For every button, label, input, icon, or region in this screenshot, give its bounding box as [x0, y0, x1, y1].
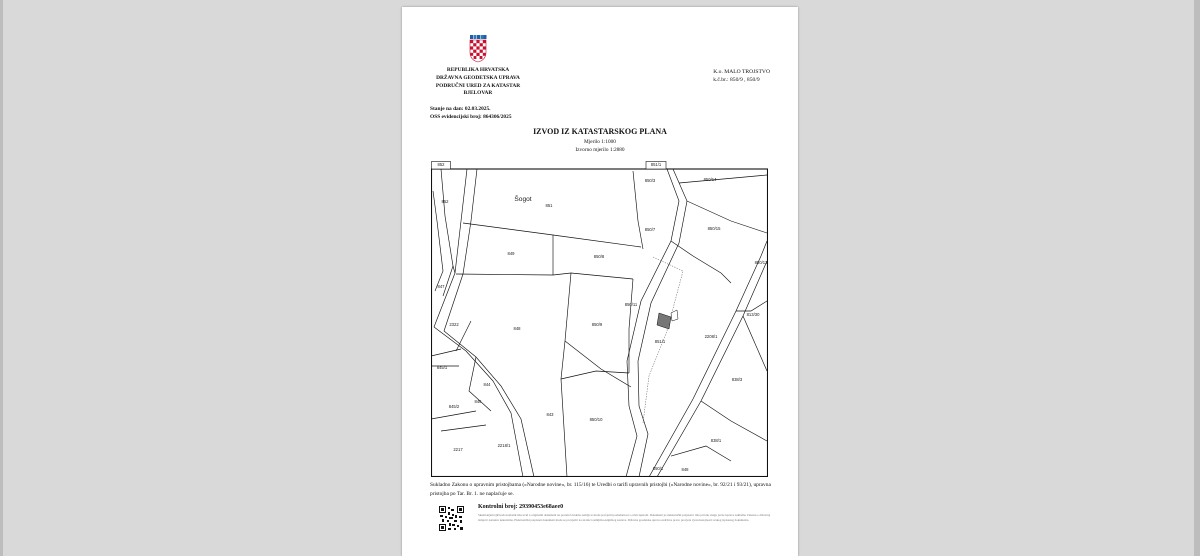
parcel-label: 850/13 [754, 260, 768, 265]
parcel-label: 844 [483, 382, 491, 387]
parcel-label: 2322 [449, 322, 459, 327]
cadastral-municipality: K.o. MALO TROJSTVO [713, 69, 770, 75]
parcel-label: 851/1 [654, 339, 666, 344]
parcel-label: 851 [545, 203, 553, 208]
office-line: BJELOVAR [463, 90, 493, 97]
parcel-label: 2217 [453, 447, 463, 452]
viewer-scrollbar[interactable] [1194, 0, 1200, 556]
parcel-label: 849 [507, 251, 515, 256]
parcel-label: 850/7 [644, 227, 656, 232]
parcel-label: 846 [474, 399, 482, 404]
parcel-label: 850/1 [652, 466, 664, 471]
control-number: Kontrolni broj: 29390453e68aee0 [478, 504, 564, 510]
parcel-label: 852 [441, 199, 449, 204]
parcel-label: 848 [513, 326, 521, 331]
parcel-label: 813/30 [746, 312, 760, 317]
parcel-label: 838/1 [710, 438, 722, 443]
parcel-label: 850/10 [589, 417, 603, 422]
parcel-label: 850/15 [707, 226, 721, 231]
status-block [430, 105, 512, 121]
croatian-coat-of-arms-icon [469, 35, 487, 63]
map-scale: Mjerilo 1:1000 [584, 139, 616, 145]
legal-notice: Sukladno Zakonu o upravnim pristojbama (»Narodne novine«, br. 115/16) te Uredbi o tarifi upravnih pristojbi (»Narodne novine«, br. 92/21 i 93/21), upravna pristojba po Tar. Br. 1. ne naplaćuje se. [430, 482, 771, 497]
issuing-office [419, 67, 537, 98]
cadastral-map [431, 161, 768, 477]
parcel-label: 843 [546, 412, 554, 417]
viewer-left-border [0, 0, 3, 556]
place-name-label: Šogot [514, 196, 532, 203]
qr-code-icon[interactable] [439, 506, 464, 531]
parcel-numbers: k.č.br.: 850/9 , 850/9 [713, 77, 760, 83]
document-title: IZVOD IZ KATASTARSKOG PLANA [533, 127, 667, 136]
parcel-label: 847 [437, 284, 445, 289]
office-line: PODRUČNI URED ZA KATASTAR [435, 82, 521, 89]
original-scale: Izvorno mjerilo 1:2880 [575, 146, 625, 153]
scale-block [402, 139, 798, 154]
parcel-label: 850/14 [703, 177, 717, 182]
parcel-label: 850/3 [644, 178, 656, 183]
parcel-label: 850/9 [591, 322, 603, 327]
document-page [402, 7, 798, 556]
status-date: Stanje na dan: 02.03.2025. [430, 106, 491, 112]
parcel-label: 838/3 [731, 377, 743, 382]
parcel-label: 852 [437, 162, 445, 167]
office-line: REPUBLIKA HRVATSKA [446, 67, 510, 73]
parcel-label: 2218/1 [497, 443, 511, 448]
office-line: DRŽAVNA GEODETSKA UPRAVA [436, 74, 520, 81]
parcel-label: 845/2 [448, 404, 460, 409]
parcel-label: 848 [681, 467, 689, 472]
parcel-label: 845/1 [436, 365, 448, 370]
parcel-label: 2208/1 [704, 334, 718, 339]
parcel-label: 850/11 [624, 302, 638, 307]
parcel-label: 850/8 [593, 254, 605, 259]
cadastral-reference [713, 68, 770, 84]
oss-number: OSS evidencijski broj: 864306/2025 [430, 114, 512, 120]
cadastral-map-drawing [431, 161, 768, 477]
verification-note: Skeniranjem QR koda korisnik ima uvid u originalni dokument na portalu Uređena zemlja te može provjeriti podudarnost s ovim ispisom. Dokument je elektronički potpisan i ima pravnu snagu javne isprave sukladno Zakonu o državnoj izmjeri i katastru nekretnina. Elektronički potpisani dokument može se provjeriti na stranici zemljišno-knjižnog sustava. Državna geodetska uprava zadržava pravo provjere vjerodostojnosti svakog ispisanog dokumenta. [478, 513, 771, 522]
parcel-label: 851/1 [650, 162, 662, 167]
